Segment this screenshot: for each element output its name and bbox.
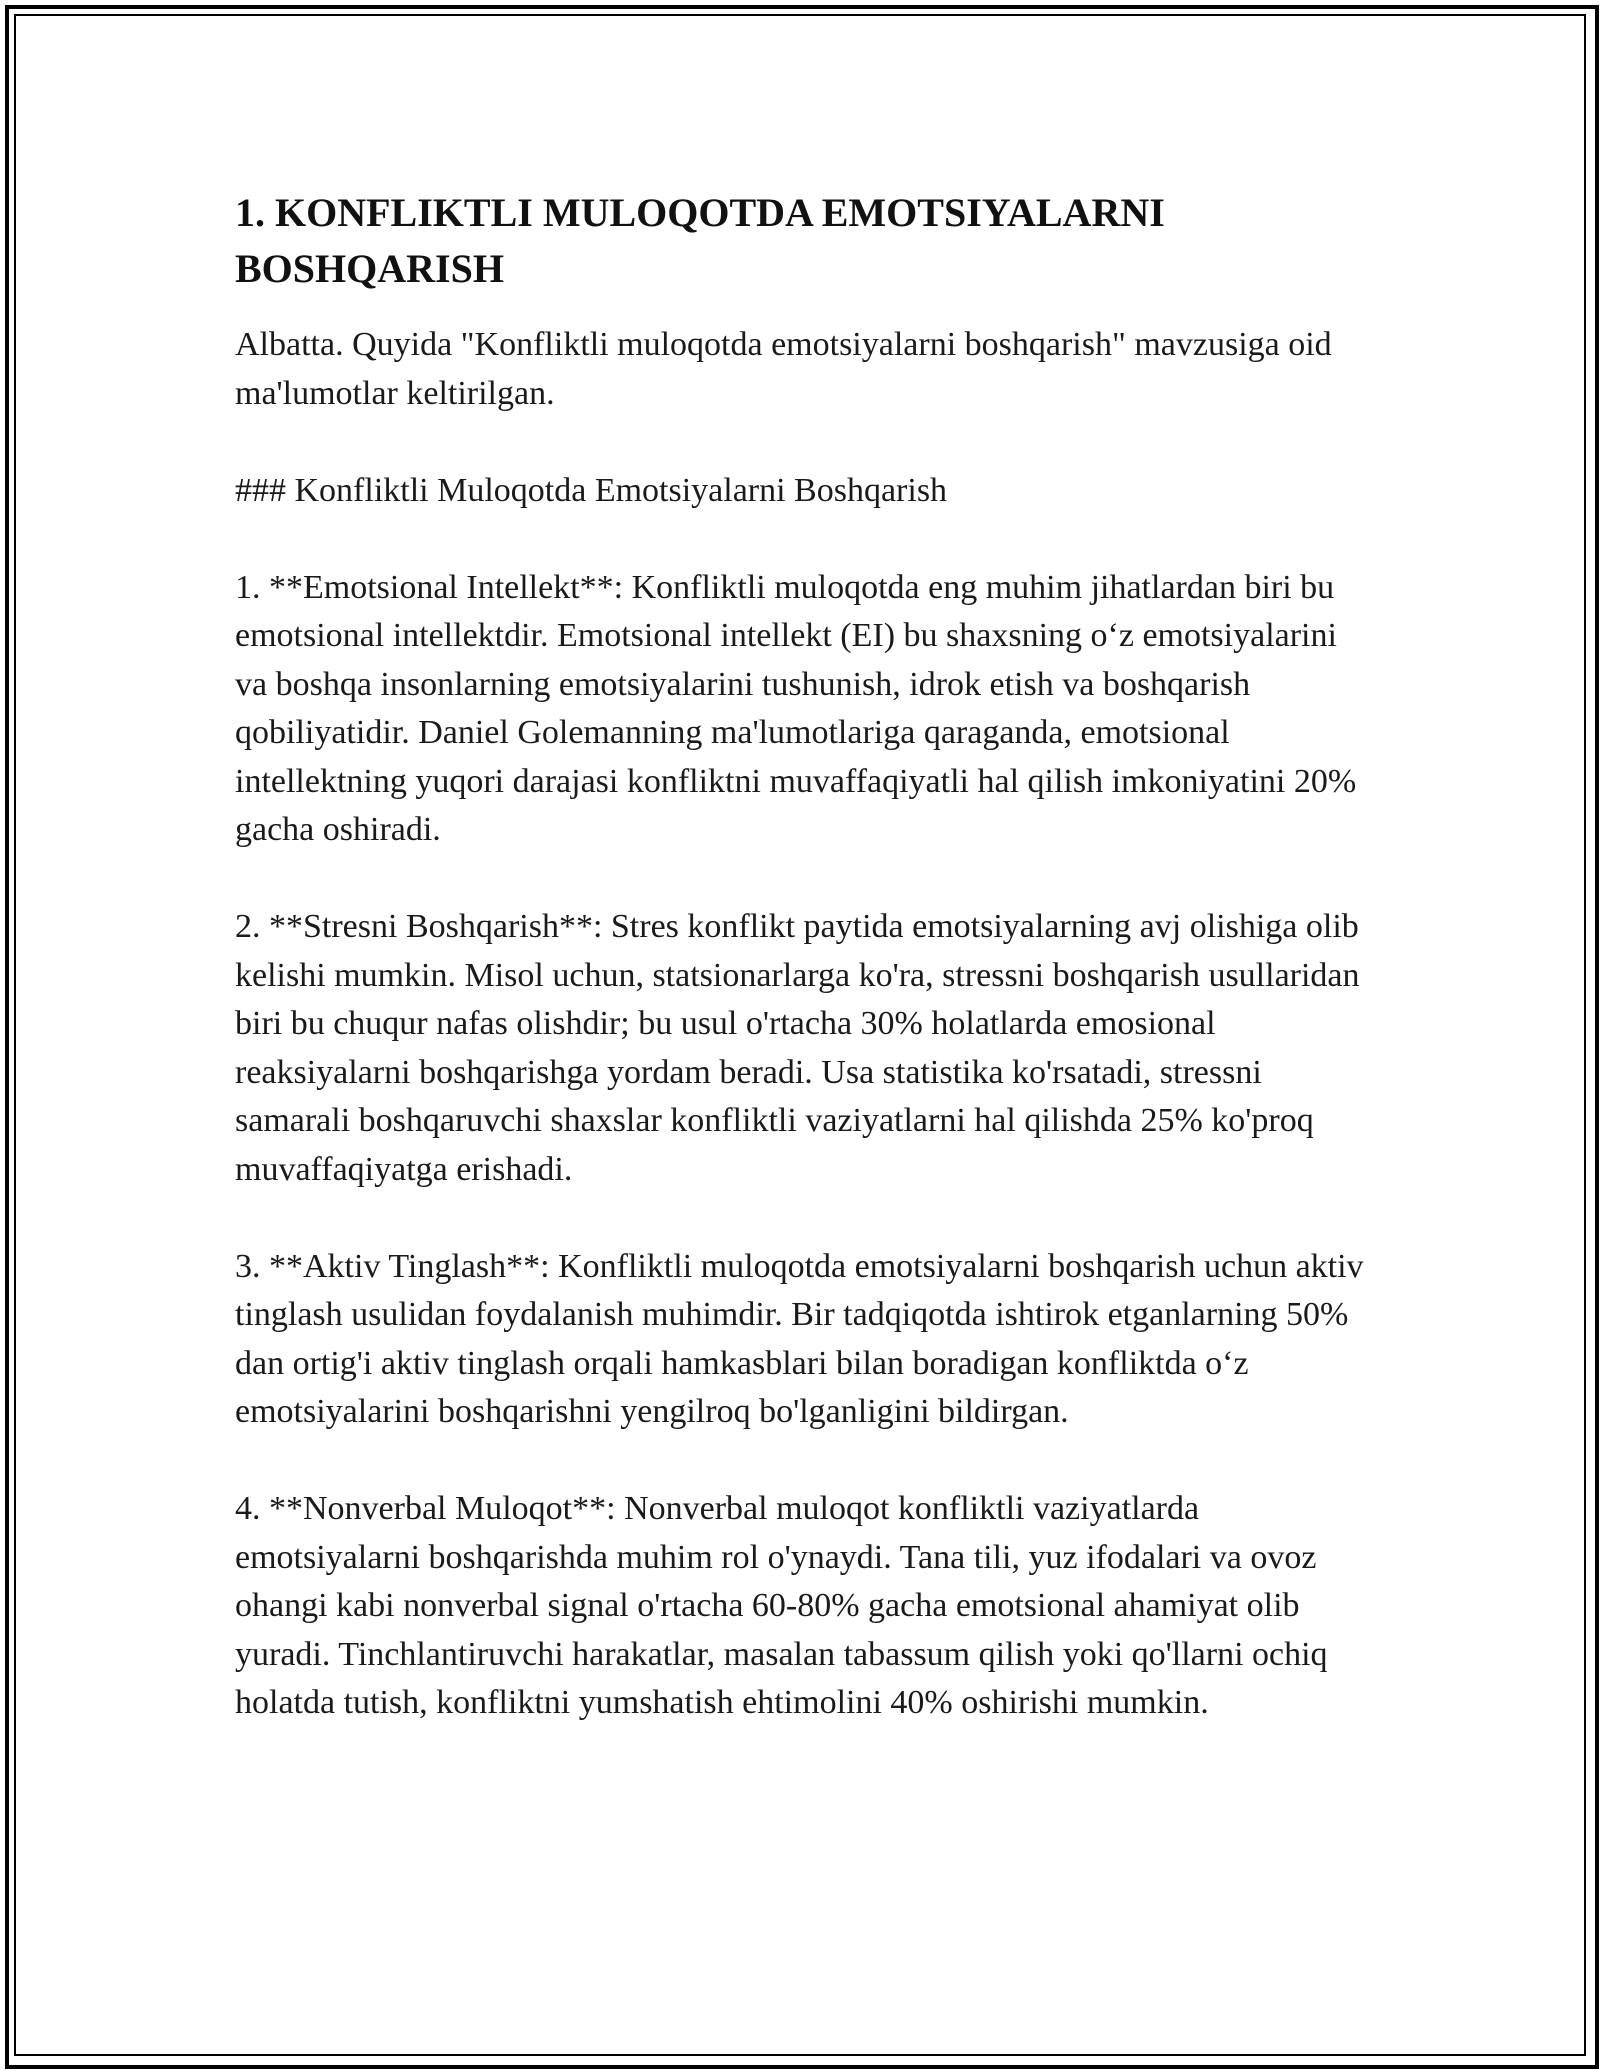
document-body (235, 185, 1375, 1776)
section-subheading: ### Konfliktli Muloqotda Emotsiyalarni Boshqarish (235, 471, 948, 509)
document-title: 1. KONFLIKTLI MULOQOTDA EMOTSIYALARNI BOSHQARISH (235, 190, 1165, 291)
point-paragraph-emotional-intellect: 1. **Emotsional Intellekt**: Konfliktli muloqotda eng muhim jihatlardan biri bu emotsional intellektdir. Emotsional intellekt (EI) bu shaxsning o‘z emotsiyalarini va boshqa insonlarning emotsiyalarini tushunish, idrok etish va boshqarish qobiliyatidir. Daniel Golemanning ma'lumotlariga qaraganda, emotsional intellektning yuqori darajasi konfliktni muvaffaqiyatli hal qilish imkoniyatini 20% gacha oshiradi. (235, 568, 1357, 848)
point-paragraph-nonverbal-communication: 4. **Nonverbal Muloqot**: Nonverbal muloqot konfliktli vaziyatlarda emotsiyalarni boshqarishda muhim rol o'ynaydi. Tana tili, yuz ifodalari va ovoz ohangi kabi nonverbal signal o'rtacha 60-80% gacha emotsional ahamiyat olib yuradi. Tinchlantiruvchi harakatlar, masalan tabassum qilish yoki qo'llarni ochiq holatda tutish, konfliktni yumshatish ehtimolini 40% oshirishi mumkin. (235, 1490, 1328, 1721)
point-paragraph-active-listening: 3. **Aktiv Tinglash**: Konfliktli muloqotda emotsiyalarni boshqarish uchun aktiv tinglash usulidan foydalanish muhimdir. Bir tadqiqotda ishtirok etganlarning 50% dan ortig'i aktiv tinglash orqali hamkasblari bilan boradigan konfliktda o‘z emotsiyalarini boshqarishni yengilroq bo'lganligini bildirgan. (235, 1247, 1364, 1430)
point-paragraph-stress-management: 2. **Stresni Boshqarish**: Stres konflikt paytida emotsiyalarning avj olishiga olib kelishi mumkin. Misol uchun, statsionarlarga ko'ra, stressni boshqarish usullaridan biri bu chuqur nafas olishdir; bu usul o'rtacha 30% holatlarda emosional reaksiyalarni boshqarishga yordam beradi. Usa statistika ko'rsatadi, stressni samarali boshqaruvchi shaxslar konfliktli vaziyatlarni hal qilishda 25% ko'proq muvaffaqiyatga erishadi. (235, 908, 1360, 1188)
intro-paragraph: Albatta. Quyida "Konfliktli muloqotda emotsiyalarni boshqarish" mavzusiga oid ma'lumotlar keltirilgan. (235, 326, 1332, 412)
